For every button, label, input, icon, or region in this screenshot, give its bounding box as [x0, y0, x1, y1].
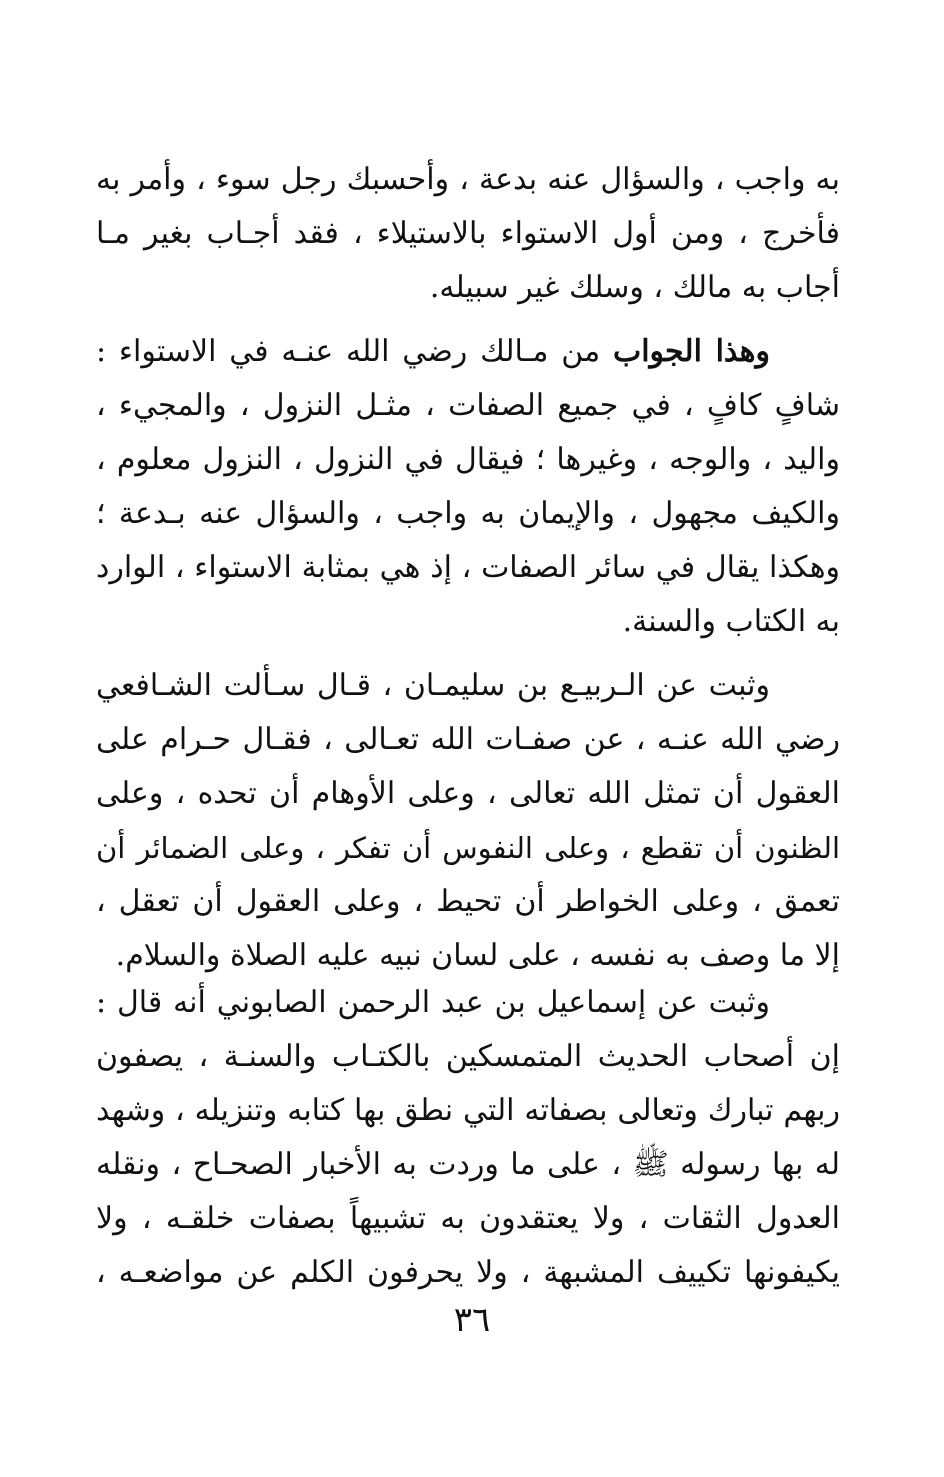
text-line: وثبت عن الـربيـع بن سليمـان ، قـال سـألت الشـافعي — [96, 668, 770, 703]
paragraph-4 — [96, 976, 840, 1300]
bold-phrase: وهذا الجواب — [612, 334, 770, 369]
text-line: ربهم تبارك وتعالى بصفاته التي نطق بها كتابه وتنزيله ، وشهد — [96, 1093, 840, 1128]
text-line: له بها رسوله ﷺ ، على ما وردت به الأخبار الصحـاح ، ونقله — [96, 1147, 840, 1182]
text-line: فأخرج ، ومن أول الاستواء بالاستيلاء ، فقد أجـاب بغير مـا — [96, 216, 840, 251]
text-line: والكيف مجهول ، والإيمان به واجب ، والسؤال عنه بـدعة ؛ — [96, 496, 840, 531]
text-line: تعمق ، وعلى الخواطر أن تحيط ، وعلى العقول أن تعقل ، — [96, 884, 840, 919]
text-line: العدول الثقات ، ولا يعتقدون به تشبيهاً بصفات خلقـه ، ولا — [96, 1201, 840, 1236]
page-number: ٣٦ — [453, 1300, 491, 1340]
text-line: وثبت عن إسماعيل بن عبد الرحمن الصابوني أنه قال : — [96, 985, 770, 1020]
paragraph-3 — [96, 659, 840, 983]
text-line: العقول أن تمثل الله تعالى ، وعلى الأوهام أن تحده ، وعلى — [96, 776, 840, 811]
text-line: يكيفونها تكييف المشبهة ، ولا يحرفون الكلم عن مواضعـه ، — [96, 1255, 840, 1290]
text-line: رضي الله عنـه ، عن صفـات الله تعـالى ، فقـال حـرام على — [96, 722, 840, 757]
text-line: شافٍ كافٍ ، في جميع الصفات ، مثـل النزول ، والمجيء ، — [96, 388, 840, 423]
text-run: من مـالك رضي الله عنـه في الاستواء : — [96, 334, 613, 369]
text-line: به واجب ، والسؤال عنه بدعة ، وأحسبك رجل سوء ، وأمر به — [96, 162, 840, 197]
text-line — [96, 325, 840, 379]
text-line: وهكذا يقال في سائر الصفات ، إذ هي بمثابة الاستواء ، الوارد — [96, 550, 840, 585]
paragraph-1 — [96, 153, 840, 315]
paragraph-2 — [96, 325, 840, 649]
text-line: به الكتاب والسنة. — [622, 604, 840, 639]
text-line: الظنون أن تقطع ، وعلى النفوس أن تفكر ، وعلى الضمائر أن — [96, 831, 840, 865]
text-line: أجاب به مالك ، وسلك غير سبيله. — [429, 270, 840, 305]
text-line: إن أصحاب الحديث المتمسكين بالكتـاب والسنـة ، يصفون — [96, 1039, 840, 1074]
text-line: إلا ما وصف به نفسه ، على لسان نبيه عليه الصلاة والسلام. — [115, 938, 840, 973]
text-line: واليد ، والوجه ، وغيرها ؛ فيقال في النزول ، النزول معلوم ، — [96, 442, 840, 477]
